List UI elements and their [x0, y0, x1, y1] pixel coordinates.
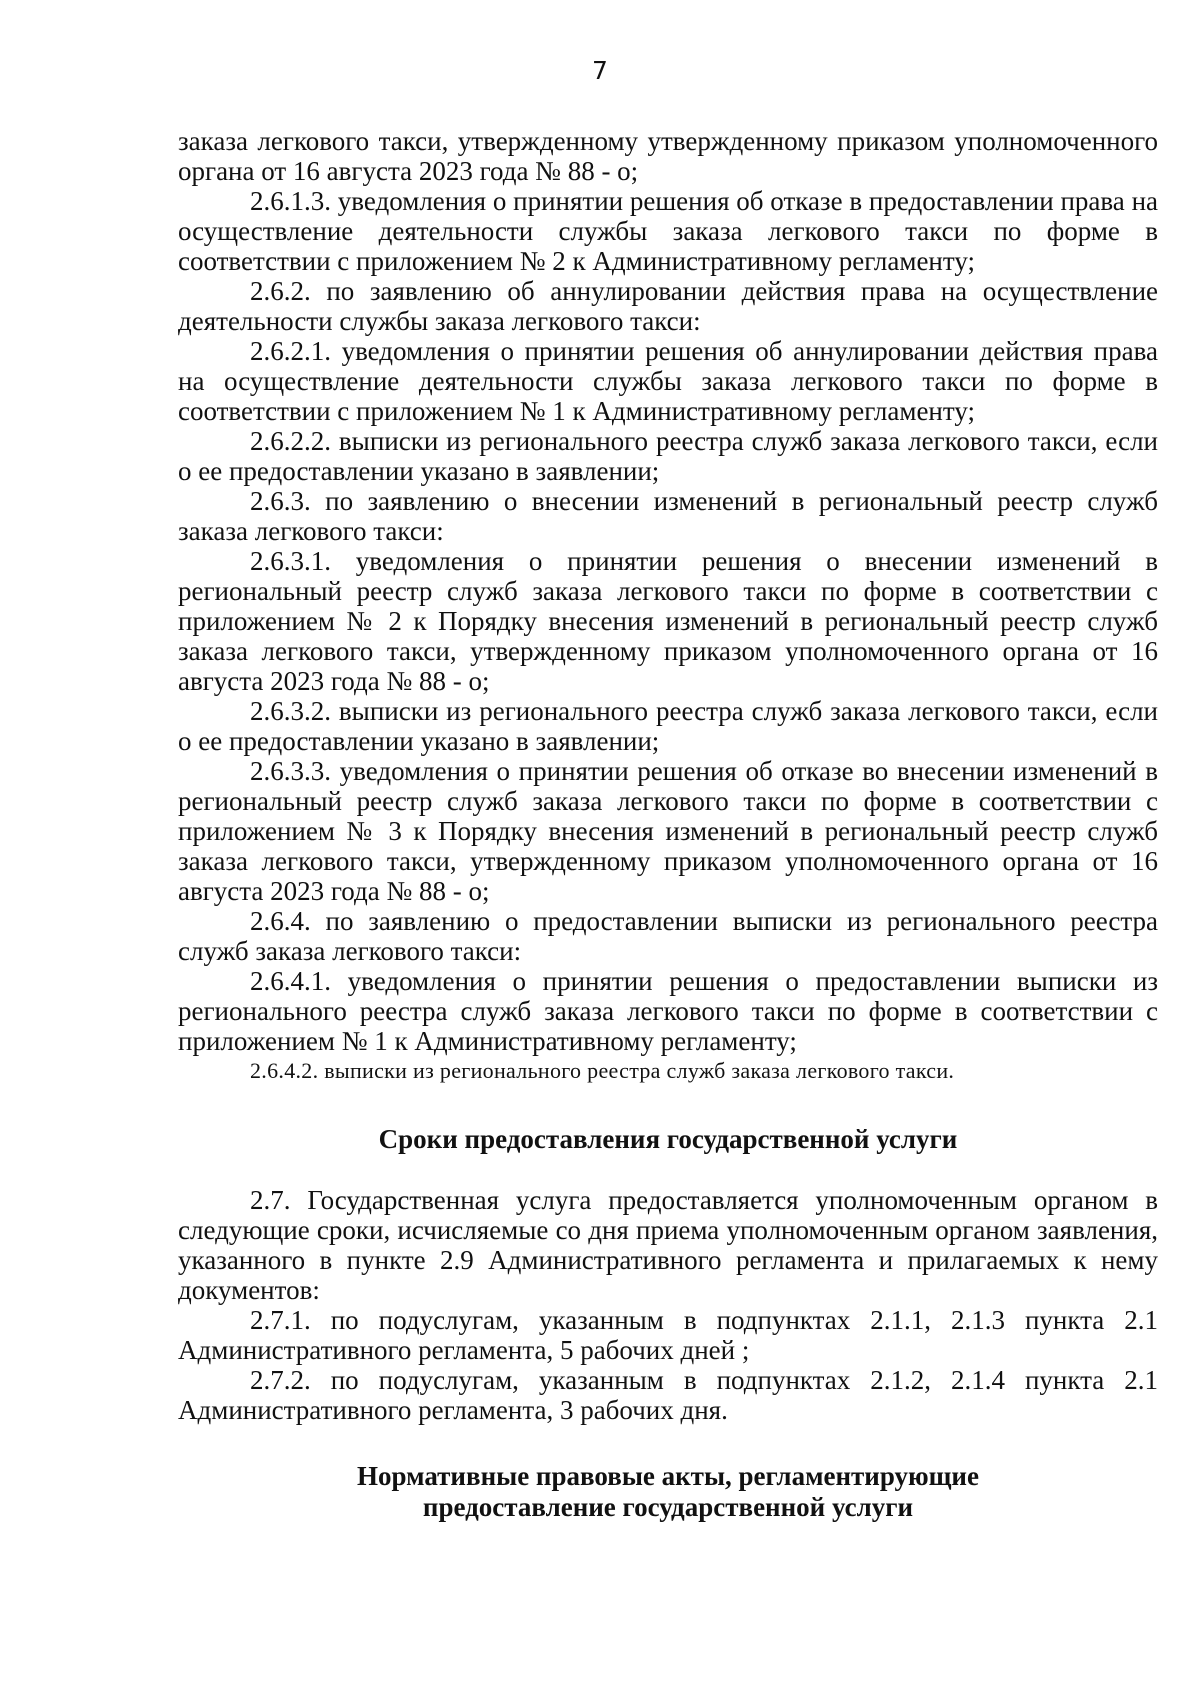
- page-number: 7: [592, 56, 608, 85]
- paragraph-2-7-1: 2.7.1. по подуслугам, указанным в подпунктах 2.1.1, 2.1.3 пункта 2.1 Административного регламента, 5 рабочих дней ;: [178, 1305, 1158, 1365]
- paragraph-2-6-3-2: 2.6.3.2. выписки из регионального реестра служб заказа легкового такси, если о ее предоставлении указано в заявлении;: [178, 696, 1158, 756]
- section-heading-acts: [178, 1461, 1158, 1523]
- section-heading-acts-line2: предоставление государственной услуги: [422, 1492, 914, 1522]
- document-body: [178, 126, 1158, 1523]
- paragraph-2-7-2: 2.7.2. по подуслугам, указанным в подпунктах 2.1.2, 2.1.4 пункта 2.1 Административного регламента, 3 рабочих дня.: [178, 1365, 1158, 1425]
- paragraph-2-6-4: 2.6.4. по заявлению о предоставлении выписки из регионального реестра служб заказа легкового такси:: [178, 906, 1158, 966]
- paragraph-2-6-3: 2.6.3. по заявлению о внесении изменений в региональный реестр служб заказа легкового такси:: [178, 486, 1158, 546]
- paragraph-2-6-4-1: 2.6.4.1. уведомления о принятии решения о предоставлении выписки из регионального реестра служб заказа легкового такси по форме в соответствии с приложением № 1 к Административному регламенту;: [178, 966, 1158, 1056]
- section-heading-acts-line1: Нормативные правовые акты, регламентирующие: [357, 1461, 979, 1491]
- paragraph-2-6-3-3: 2.6.3.3. уведомления о принятии решения об отказе во внесении изменений в региональный реестр служб заказа легкового такси по форме в соответствии с приложением № 3 к Порядку внесения изменений в региональный реестр служб заказа легкового такси, утвержденному приказом уполномоченного органа от 16 августа 2023 года № 88 - о;: [178, 756, 1158, 906]
- paragraph-2-6-2-1: 2.6.2.1. уведомления о принятии решения об аннулировании действия права на осуществление деятельности службы заказа легкового такси по форме в соответствии с приложением № 1 к Административному регламенту;: [178, 336, 1158, 426]
- paragraph-2-6-4-2: 2.6.4.2. выписки из регионального реестра служб заказа легкового такси.: [250, 1058, 955, 1083]
- paragraph-2-6-3-1: 2.6.3.1. уведомления о принятии решения о внесении изменений в региональный реестр служб заказа легкового такси по форме в соответствии с приложением № 2 к Порядку внесения изменений в региональный реестр служб заказа легкового такси, утвержденному приказом уполномоченного органа от 16 августа 2023 года № 88 - о;: [178, 546, 1158, 696]
- paragraph-2-6-2-2: 2.6.2.2. выписки из регионального реестра служб заказа легкового такси, если о ее предоставлении указано в заявлении;: [178, 426, 1158, 486]
- paragraph-2-7: 2.7. Государственная услуга предоставляется уполномоченным органом в следующие сроки, исчисляемые со дня приема уполномоченным органом заявления, указанного в пункте 2.9 Административного регламента и прилагаемых к нему документов:: [178, 1185, 1158, 1305]
- paragraph-2-6-1-3: 2.6.1.3. уведомления о принятии решения об отказе в предоставлении права на осуществление деятельности службы заказа легкового такси по форме в соответствии с приложением № 2 к Административному регламенту;: [178, 186, 1158, 276]
- paragraph-2-6-2: 2.6.2. по заявлению об аннулировании действия права на осуществление деятельности службы заказа легкового такси:: [178, 276, 1158, 336]
- section-heading-terms: Сроки предоставления государственной услуги: [378, 1124, 958, 1154]
- paragraph-continuation: заказа легкового такси, утвержденному утвержденному приказом уполномоченного органа от 16 августа 2023 года № 88 - о;: [178, 126, 1158, 186]
